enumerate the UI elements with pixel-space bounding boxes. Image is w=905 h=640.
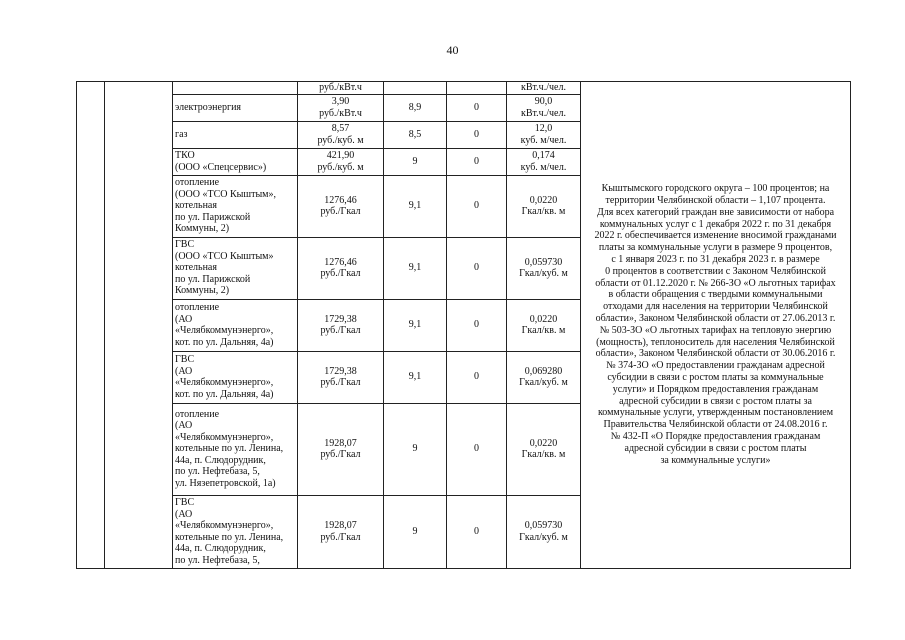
empty-column-2 <box>105 82 173 569</box>
text-line: 12,0 <box>534 123 553 134</box>
text-line: 90,0 <box>534 96 553 107</box>
text-line: (АО <box>175 365 193 377</box>
text-line: ГВС <box>175 239 195 251</box>
tariff-cell <box>298 403 384 495</box>
text-line: (ООО «ТСО Кыштым», <box>175 188 277 200</box>
text-line: кВт.ч./чел. <box>521 82 566 93</box>
text-line: руб./Гкал <box>320 325 361 336</box>
text-line: 0,0220 <box>529 437 558 449</box>
page-number: 40 <box>446 43 459 57</box>
text-line: кВт.ч./чел. <box>521 107 566 119</box>
text-line: ул. Нязепетровской, 1а) <box>175 477 276 489</box>
text-line: 0,059730 <box>524 520 563 531</box>
service-name-cell <box>173 148 298 175</box>
text-line: Для всех категорий граждан вне зависимости от набора <box>596 206 835 218</box>
text-line: № 503-ЗО «О льготных тарифах на тепловую энергию <box>599 324 832 336</box>
text-line: № 374-ЗО «О предоставлении гражданам адресной <box>606 360 825 372</box>
text-line: (АО <box>175 508 193 520</box>
growth-cell: 0 <box>447 299 507 351</box>
norm-cell <box>507 82 581 95</box>
text-line: руб./кВт.ч <box>319 82 362 93</box>
text-line: территории Челябинской области – 1,107 процента. <box>605 194 826 206</box>
text-line: руб./Гкал <box>320 268 361 279</box>
tariff-cell <box>298 351 384 403</box>
norm-cell <box>507 237 581 299</box>
norm-cell <box>507 351 581 403</box>
text-line: (мощность), теплоноситель для населения Челябинской <box>596 336 835 348</box>
service-name-cell <box>173 175 298 237</box>
text-line: отходами для населения на территории Челябинской <box>603 301 828 313</box>
text-line: «Челябкоммунэнерго», <box>175 520 274 531</box>
index-cell: 9 <box>384 495 447 568</box>
text-line: (ООО «Спецсервис») <box>175 161 267 173</box>
text-line: Кыштымского городского округа – 100 процентов; на <box>601 183 830 195</box>
text-line: 1276,46 <box>324 194 357 206</box>
text-line: ТКО <box>175 150 195 161</box>
growth-cell <box>447 82 507 95</box>
text-line: 1928,07 <box>324 437 357 449</box>
text-line: куб. м/чел. <box>520 161 567 173</box>
index-cell: 8,5 <box>384 121 447 148</box>
text-line: (ООО «ТСО Кыштым» <box>175 250 274 262</box>
text-line: руб./куб. м <box>317 161 364 173</box>
index-cell <box>384 82 447 95</box>
tariff-cell <box>298 495 384 568</box>
growth-cell: 0 <box>447 175 507 237</box>
service-name-cell <box>173 237 298 299</box>
text-line: котельные по ул. Ленина, <box>175 443 284 455</box>
index-cell: 9,1 <box>384 351 447 403</box>
tariff-cell <box>298 299 384 351</box>
tariff-cell <box>298 94 384 121</box>
text-line: 421,90 <box>326 150 355 161</box>
text-line: 3,90 <box>331 96 350 107</box>
text-line: ГВС <box>175 354 195 365</box>
index-cell: 9,1 <box>384 175 447 237</box>
text-line: «Челябкоммунэнерго», <box>175 377 274 388</box>
text-line: котельные по ул. Ленина, <box>175 531 284 543</box>
text-line: Гкал/кв. м <box>521 449 566 460</box>
text-line: отопление <box>175 408 220 420</box>
text-line: Коммуны, 2) <box>175 285 230 297</box>
text-line: 1729,38 <box>324 313 357 325</box>
growth-cell: 0 <box>447 121 507 148</box>
text-line: 1928,07 <box>324 520 357 531</box>
text-line: области», Законом Челябинской области от 30.06.2016 г. <box>595 348 836 360</box>
text-line: (АО <box>175 420 193 432</box>
text-line: № 432-П «О Порядке предоставления гражданам <box>610 430 821 442</box>
text-line: 44а, п. Слюдорудник, <box>175 454 266 466</box>
text-line: платы за коммунальные услуги в размере 9 процентов, <box>598 242 833 254</box>
text-line: области от 01.12.2020 г. № 266-ЗО «О льготных тарифах <box>595 277 836 289</box>
service-name-cell <box>173 403 298 495</box>
legal-basis-cell <box>581 82 851 569</box>
text-line: коммунальных услуг с 1 декабря 2022 г. по 31 декабря <box>599 218 832 230</box>
norm-cell <box>507 148 581 175</box>
text-line: по ул. Нефтебаза, 5, <box>175 554 260 566</box>
text-line: 0,069280 <box>524 365 563 377</box>
text-line: по ул. Парижской <box>175 273 251 285</box>
text-line: кот. по ул. Дальняя, 4а) <box>175 336 274 348</box>
index-cell: 8,9 <box>384 94 447 121</box>
growth-cell: 0 <box>447 403 507 495</box>
text-line: отопление <box>175 302 220 313</box>
text-line: 1729,38 <box>324 365 357 377</box>
service-name-cell <box>173 121 298 148</box>
text-line: 2022 г. обеспечивается изменение вносимой гражданами <box>594 230 837 242</box>
text-line: руб./Гкал <box>320 206 361 217</box>
text-line: по ул. Нефтебаза, 5, <box>175 466 260 478</box>
text-line: с 1 января 2023 г. по 31 декабря 2023 г. в размере <box>611 253 820 265</box>
text-line: руб./куб. м <box>317 134 364 146</box>
text-line: руб./Гкал <box>320 377 361 388</box>
growth-cell: 0 <box>447 148 507 175</box>
text-line: Коммуны, 2) <box>175 223 230 235</box>
tariff-cell <box>298 237 384 299</box>
norm-cell <box>507 121 581 148</box>
text-line: услуги» и Порядком предоставления гражданам <box>612 383 819 395</box>
tariff-table <box>76 81 851 569</box>
text-line: адресной субсидии в связи с ростом платы <box>624 442 807 454</box>
service-name-cell <box>173 495 298 568</box>
text-line: 44а, п. Слюдорудник, <box>175 543 266 554</box>
service-name-cell <box>173 299 298 351</box>
service-name-cell <box>173 351 298 403</box>
text-line: руб./Гкал <box>320 449 361 460</box>
text-line: адресной субсидии в связи с ростом платы за <box>619 395 812 407</box>
index-cell: 9 <box>384 403 447 495</box>
text-line: ГВС <box>175 497 195 508</box>
text-line: 0,0220 <box>529 194 558 206</box>
text-line: руб./кВт.ч <box>319 107 362 119</box>
growth-cell: 0 <box>447 351 507 403</box>
text-line: куб. м/чел. <box>520 134 567 146</box>
growth-cell: 0 <box>447 495 507 568</box>
growth-cell: 0 <box>447 94 507 121</box>
text-line: «Челябкоммунэнерго», <box>175 431 274 443</box>
text-line: 8,57 <box>331 123 350 134</box>
text-line: субсидии в связи с ростом платы за коммунальные <box>607 371 824 383</box>
text-line: руб./Гкал <box>320 531 361 543</box>
text-line: Гкал/куб. м <box>519 531 568 543</box>
tariff-cell <box>298 121 384 148</box>
text-line: Гкал/кв. м <box>521 206 566 217</box>
text-line: 0,174 <box>532 150 555 161</box>
text-line: 0 процентов в соответствии с Законом Челябинской <box>605 265 826 277</box>
empty-column-1 <box>77 82 105 569</box>
tariff-cell <box>298 175 384 237</box>
text-line: за коммунальные услуги» <box>660 454 771 466</box>
index-cell: 9,1 <box>384 237 447 299</box>
index-cell: 9 <box>384 148 447 175</box>
text-line: Гкал/кв. м <box>521 325 566 336</box>
norm-cell <box>507 299 581 351</box>
norm-cell <box>507 94 581 121</box>
text-line: электроэнергия <box>175 101 242 113</box>
text-line: «Челябкоммунэнерго», <box>175 325 274 336</box>
tariff-cell <box>298 82 384 95</box>
service-name-cell <box>173 82 298 95</box>
norm-cell <box>507 495 581 568</box>
text-line: 0,0220 <box>529 313 558 325</box>
text-line: отопление <box>175 177 220 189</box>
growth-cell: 0 <box>447 237 507 299</box>
text-line: котельная <box>175 262 217 274</box>
text-line: Гкал/куб. м <box>519 377 568 388</box>
norm-cell <box>507 403 581 495</box>
text-line: котельная <box>175 200 217 212</box>
text-line: (АО <box>175 313 193 325</box>
text-line: 0,059730 <box>524 256 563 268</box>
text-line: Гкал/куб. м <box>519 268 568 279</box>
text-line: в области обращения с твердыми коммунальными <box>608 289 823 301</box>
norm-cell <box>507 175 581 237</box>
service-name-cell <box>173 94 298 121</box>
text-line: газ <box>175 128 188 140</box>
text-line: Правительства Челябинской области от 24.08.2016 г. <box>603 419 828 431</box>
text-line: 1276,46 <box>324 256 357 268</box>
text-line: области», Законом Челябинской области от 27.06.2013 г. <box>595 312 836 324</box>
table-body <box>77 82 851 569</box>
text-line: коммунальные услуги, утвержденным постановлением <box>597 407 834 419</box>
row-header-units <box>77 82 851 95</box>
tariff-cell <box>298 148 384 175</box>
text-line: по ул. Парижской <box>175 211 251 223</box>
index-cell: 9,1 <box>384 299 447 351</box>
text-line: кот. по ул. Дальняя, 4а) <box>175 388 274 400</box>
